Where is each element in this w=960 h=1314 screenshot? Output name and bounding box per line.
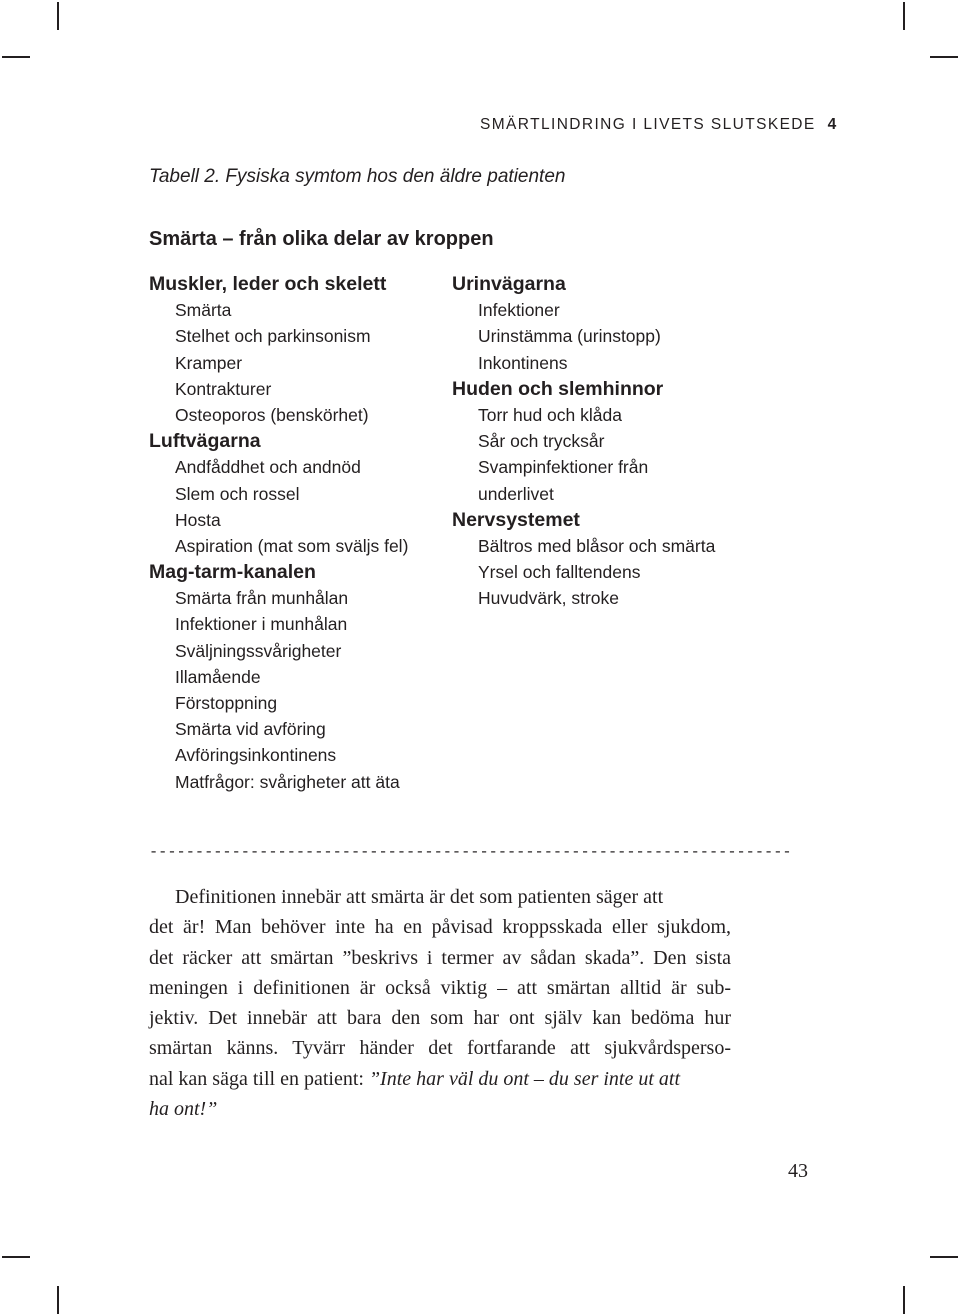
symptom-item: Kontrakturer	[175, 378, 272, 399]
symptom-item: Smärta	[175, 300, 232, 321]
chapter-number: 4	[827, 116, 838, 133]
body-paragraph	[149, 882, 731, 1124]
symptom-item: Bältros med blåsor och smärta	[478, 535, 716, 556]
group-title: Huden och slemhinnor	[452, 377, 664, 400]
body-line: meningen i definitionen är också viktig – att smärtan alltid är sub-	[149, 976, 731, 999]
symptom-item: Smärta från munhålan	[175, 588, 349, 609]
symptom-item: Aspiration (mat som sväljs fel)	[175, 535, 409, 556]
symptom-item: Avföringsinkontinens	[175, 745, 337, 766]
body-line: jektiv. Det innebär att bara den som har ont själv kan bedöma hur	[149, 1007, 731, 1030]
symptom-item: Urinstämma (urinstopp)	[478, 326, 661, 347]
table-caption: Tabell 2. Fysiska symtom hos den äldre patienten	[149, 166, 566, 187]
group-title: Luftvägarna	[149, 430, 261, 453]
crop-mark	[57, 1286, 59, 1314]
body-line: smärtan känns. Tyvärr händer det fortfarande att sjukvårdsperso-	[149, 1037, 731, 1060]
section-title: Smärta – från olika delar av kroppen	[149, 228, 494, 250]
symptom-item: Infektioner	[478, 300, 560, 321]
body-line: det är! Man behöver inte ha en påvisad kroppsskada eller sjukdom,	[149, 916, 731, 939]
crop-mark	[930, 56, 958, 58]
group-title: Urinvägarna	[452, 273, 566, 295]
group-title: Nervsystemet	[452, 508, 580, 531]
symptom-item: Huvudvärk, stroke	[478, 588, 620, 609]
group-title: Muskler, leder och skelett	[149, 273, 387, 295]
crop-mark	[930, 1256, 958, 1258]
symptom-item: Yrsel och falltendens	[478, 562, 641, 583]
body-line: nal kan säga till en patient: ”Inte har väl du ont – du ser inte ut att	[149, 1067, 681, 1090]
symptom-group	[149, 271, 449, 428]
quote-text: ”Inte har väl du ont – du ser inte ut att	[368, 1067, 681, 1090]
symptom-item: Svampinfektioner från	[478, 457, 649, 478]
symptom-item: Sår och trycksår	[478, 431, 605, 452]
symptom-column-left	[149, 271, 449, 795]
page-number: 43	[788, 1160, 808, 1182]
symptom-group	[149, 559, 449, 795]
symptom-group	[452, 271, 752, 376]
group-title: Mag-tarm-kanalen	[149, 561, 316, 584]
quote-text: ha ont!”	[149, 1098, 218, 1121]
symptom-group	[452, 376, 752, 507]
symptom-item: Slem och rossel	[175, 483, 300, 504]
symptom-item: Stelhet och parkinsonism	[175, 326, 371, 347]
symptom-item: underlivet	[478, 483, 554, 504]
crop-mark	[57, 2, 59, 30]
symptom-group	[452, 507, 752, 612]
crop-mark	[903, 1286, 905, 1314]
symptom-item: Sväljningssvårigheter	[175, 640, 342, 661]
crop-mark	[903, 2, 905, 30]
symptom-item: Infektioner i munhålan	[175, 614, 348, 635]
body-line: det räcker att smärtan ”beskrivs i termer av sådan skada”. Den sista	[149, 946, 731, 969]
symptom-item: Hosta	[175, 509, 221, 530]
symptom-group	[149, 428, 449, 559]
running-head	[480, 116, 838, 134]
symptom-item: Andfåddhet och andnöd	[175, 457, 361, 478]
dashed-separator: ----------------------------------------------------------------------	[149, 843, 792, 861]
symptom-item: Kramper	[175, 352, 243, 373]
symptom-column-right	[452, 271, 752, 611]
crop-mark	[2, 1256, 30, 1258]
symptom-item: Smärta vid avföring	[175, 719, 326, 740]
running-title: SMÄRTLINDRING I LIVETS SLUTSKEDE	[480, 116, 816, 133]
symptom-item: Torr hud och klåda	[478, 404, 622, 425]
crop-mark	[2, 56, 30, 58]
symptom-item: Matfrågor: svårigheter att äta	[175, 771, 400, 792]
body-line	[149, 1094, 731, 1124]
symptom-item: Förstoppning	[175, 693, 278, 713]
body-line: Definitionen innebär att smärta är det som patienten säger att	[175, 886, 664, 908]
symptom-item: Inkontinens	[478, 352, 568, 373]
symptom-item: Illamående	[175, 666, 261, 687]
symptom-item: Osteoporos (benskörhet)	[175, 404, 369, 425]
